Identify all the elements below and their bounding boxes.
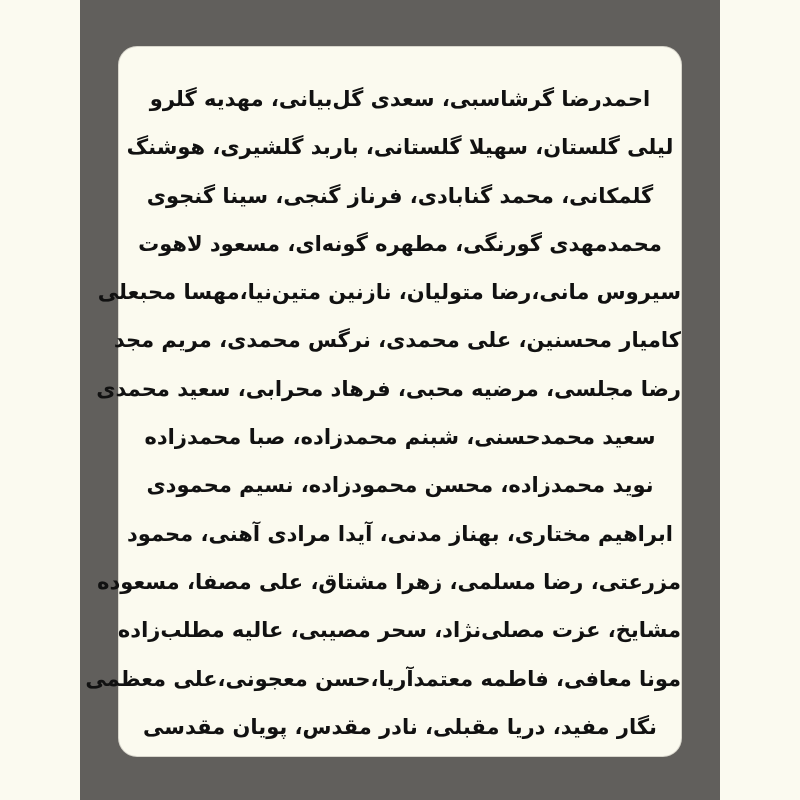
name-line: رضا مجلسی، مرضیه محبی، فرهاد محرابی، سعید محمدی xyxy=(96,376,681,401)
name-line: کامیار محسنین، علی محمدی، نرگس محمدی، مریم مجد xyxy=(113,328,681,353)
name-line: مونا معافی، فاطمه معتمدآریا،حسن معجونی،علی معظمی xyxy=(85,666,681,691)
name-line: نگار مفید، دریا مقبلی، نادر مقدس، پویان مقدسی xyxy=(143,714,657,739)
name-line: ابراهیم مختاری، بهناز مدنی، آیدا مرادی آهنی، محمود xyxy=(127,521,673,546)
name-line: سیروس مانی،رضا متولیان، نازنین متین‌نیا،مهسا محبعلی xyxy=(97,280,681,305)
name-line: محمدمهدی گورنگی، مطهره گونه‌ای، مسعود لاهوت xyxy=(138,231,662,256)
name-line: نوید محمدزاده، محسن محمودزاده، نسیم محمودی xyxy=(146,473,654,498)
name-line: گلمکانی، محمد گنابادی، فرناز گنجی، سینا گنجوی xyxy=(146,183,654,208)
name-card xyxy=(85,47,681,756)
name-list xyxy=(85,75,681,751)
name-line: سعید محمدحسنی، شبنم محمدزاده، صبا محمدزاده xyxy=(144,425,656,450)
name-line: احمدرضا گرشاسبی، سعدی گل‌بیانی، مهدیه گلرو xyxy=(149,87,651,111)
name-line: مزرعتی، رضا مسلمی، زهرا مشتاق، علی مصفا، مسعوده xyxy=(97,569,681,594)
name-line: مشایخ، عزت مصلی‌نژاد، سحر مصیبی، عالیه مطلب‌زاده xyxy=(117,618,681,643)
name-line: لیلی گلستان، سهیلا گلستانی، باربد گلشیری، هوشنگ xyxy=(126,135,674,160)
